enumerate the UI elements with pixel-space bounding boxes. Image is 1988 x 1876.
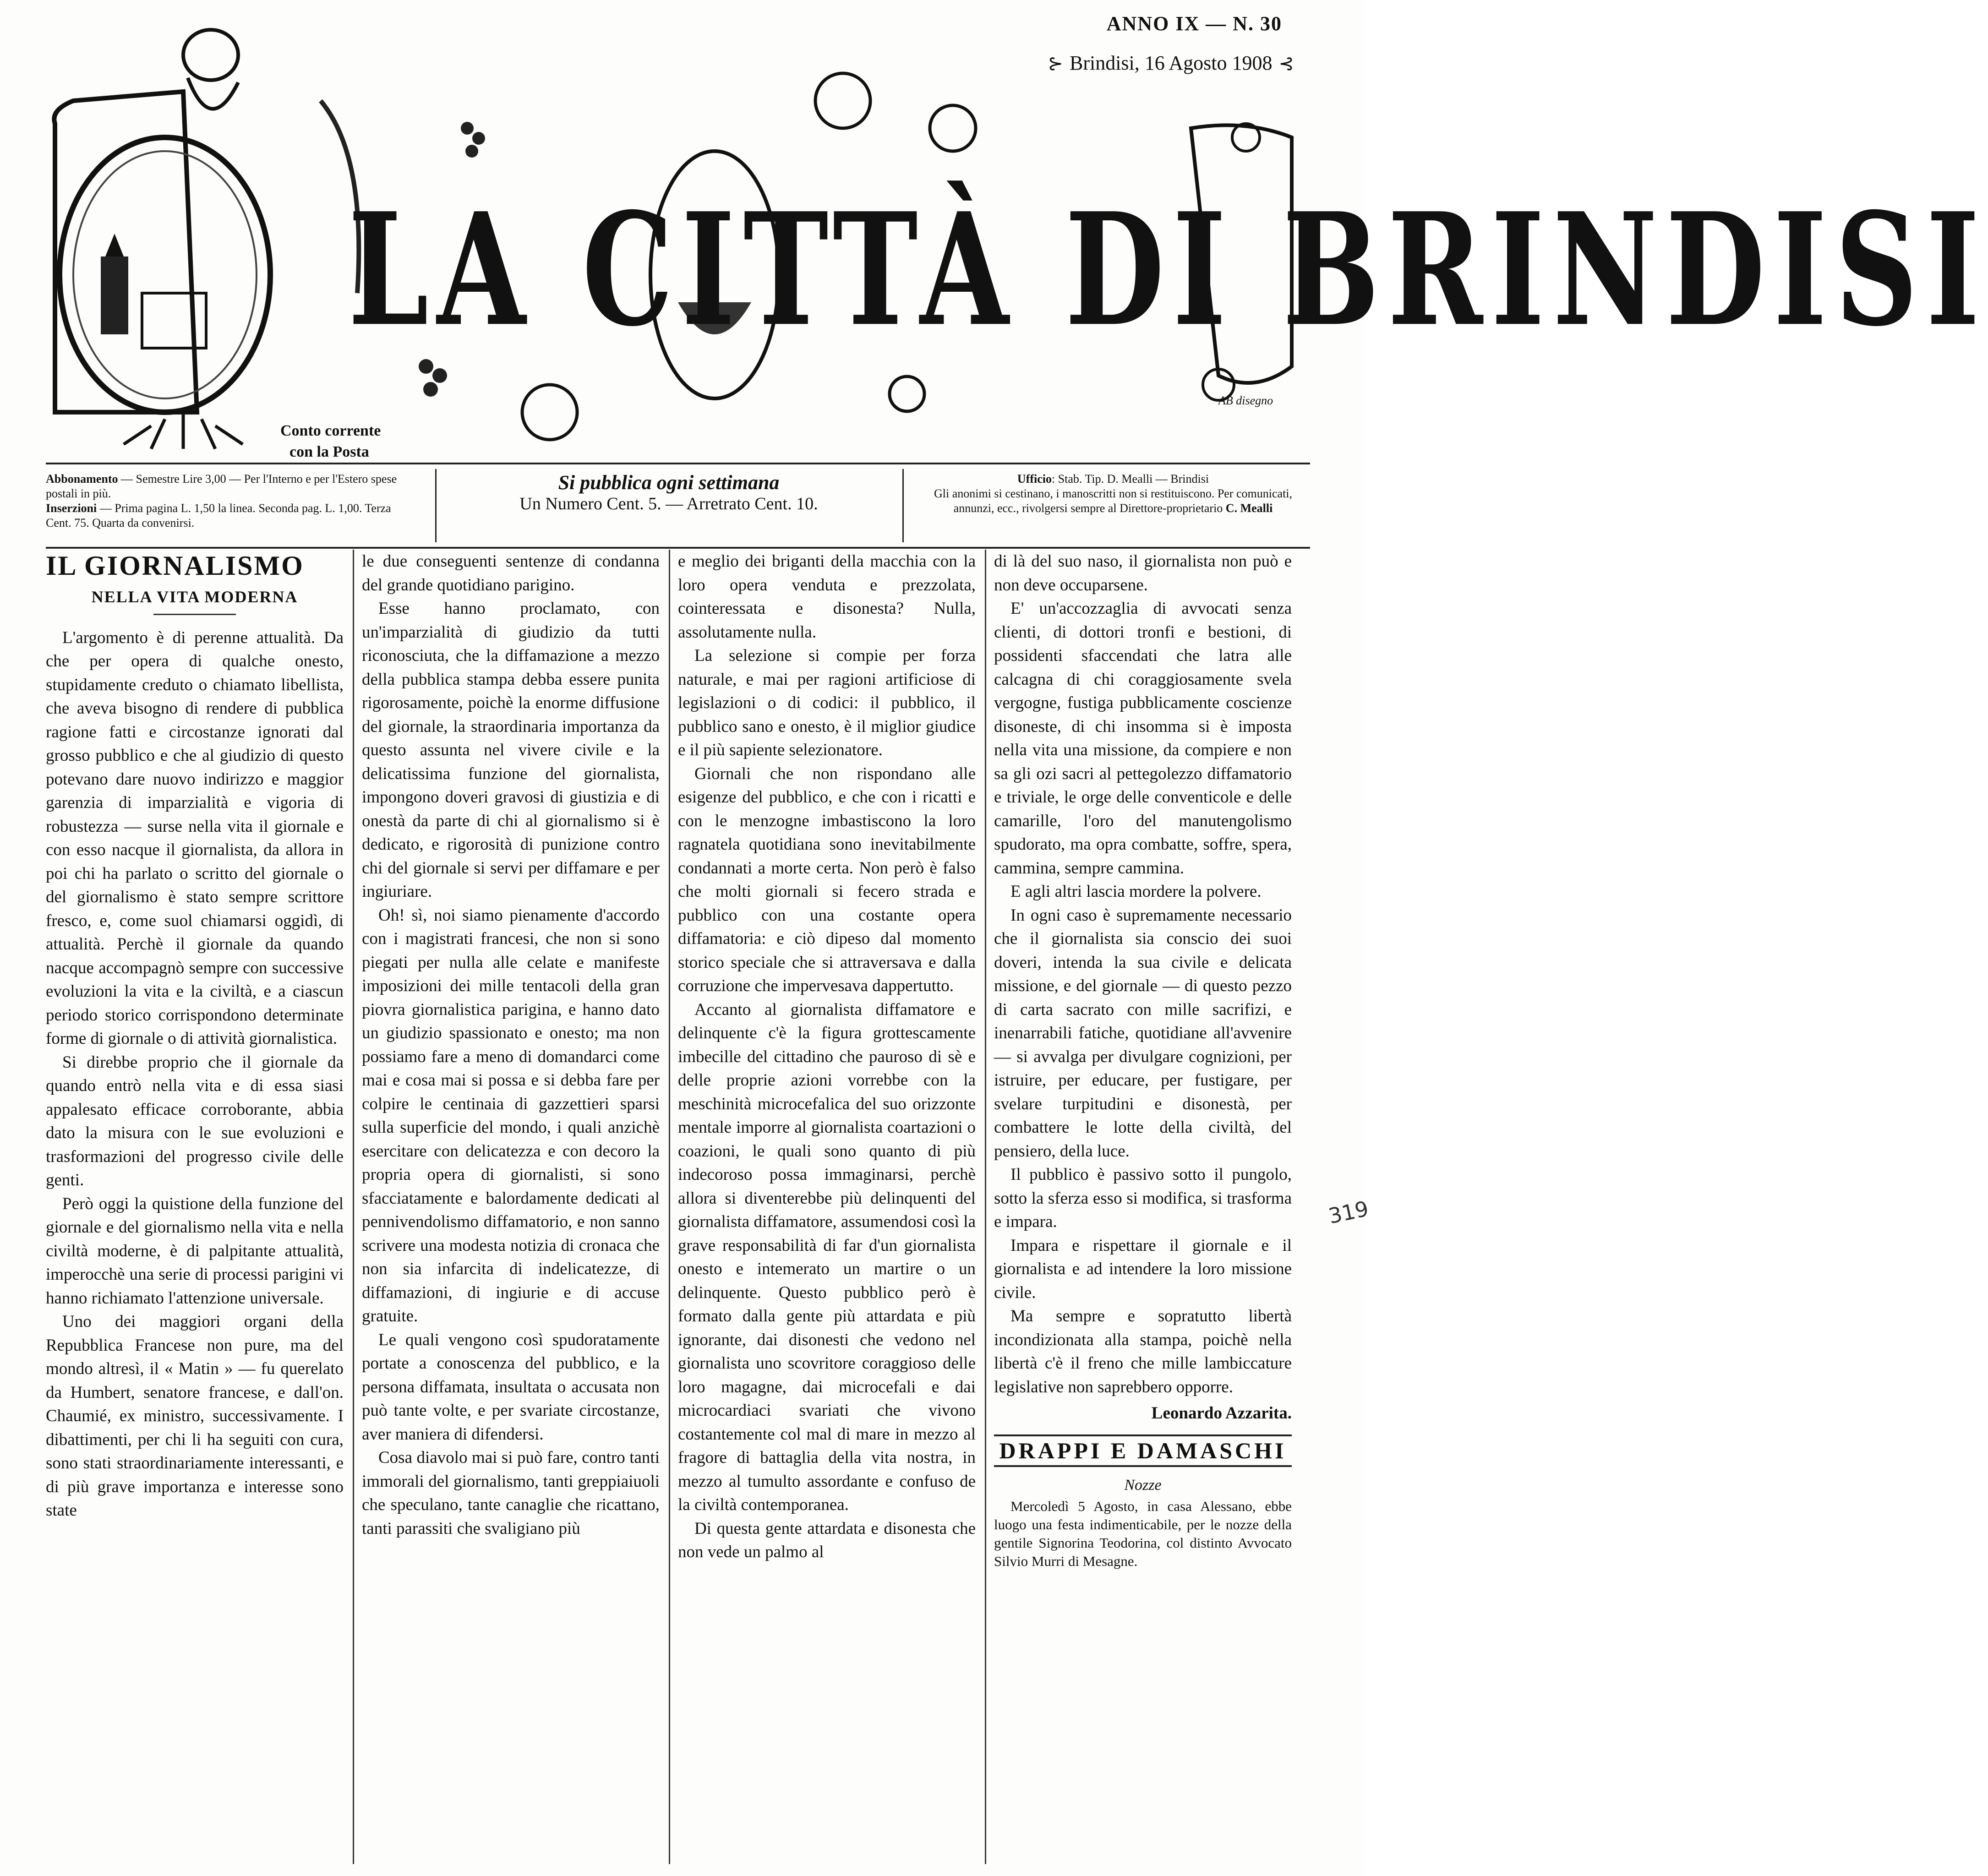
ornament-left-icon: ⊱ <box>1048 53 1063 74</box>
section-subhead: Nozze <box>1124 1477 1162 1494</box>
paragraph: Cosa diavolo mai si può fare, contro tanti immorali del giornalismo, tanti greppiaiuoli che speculano, tante canaglie che ricattano, tanti parassiti che svaligiano più <box>362 1448 660 1538</box>
paragraph: di là del suo naso, il giornalista non può e non deve occuparsene. <box>994 552 1292 594</box>
publication-frequency: Si pubblica ogni settimana <box>558 471 780 494</box>
subscription-info <box>46 472 412 530</box>
office-note: Gli anonimi si cestinano, i manoscritti non si restituiscono. Per comunicati, annunzi, ecc., rivolgersi sempre al Direttore-proprietario <box>934 487 1293 515</box>
office-row <box>916 472 1310 486</box>
paragraph: Oh! sì, noi siamo pienamente d'accordo con i magistrati francesi, che non si sono piegati per nulla alle celate e manifeste imposizioni dei mille tentacoli della gran piovra giornalistica parigina, e hanno dato un giudizio spassionato e onesto; ma non possiamo fare a meno di domandarci come mai e cosa mai si possa e si debba fare per colpire le centinaia di gazzettieri sparsi sulla superficie del mondo, i quali anzichè esercitare con delicatezza e con decoro la propria opera di giornalisti, si sono sfacciatamente e balordamente dedicati al pennivendolismo diffamatorio, e non sanno scrivere una modesta notizia di cronaca che non sia infarcita di indelicatezze, di diffamazioni, di ingiurie e di accuse gratuite. <box>362 905 660 1325</box>
postal-note-line1: Conto corrente <box>280 422 381 439</box>
issue-date: Brindisi, 16 Agosto 1908 <box>1069 52 1273 74</box>
paragraph: Si direbbe proprio che il giornale da quando entrò nella vita e di essa siasi appalesato efficace corroborante, abbia dato la misura con le sue evoluzioni e trasformazioni del progresso civile delle genti. <box>46 1053 344 1189</box>
artist-signature: AB disegno <box>1218 394 1273 407</box>
paragraph: e meglio dei briganti della macchia con la loro opera venduta e prezzolata, cointeressata e disonesta? Nulla, assolutamente nulla. <box>678 552 976 642</box>
subscription-text: — Semestre Lire 3,00 — Per l'Interno e per l'Estero spese postali in più. <box>46 472 397 500</box>
article-column-2 <box>362 550 660 1540</box>
office-label: Ufficio <box>1017 472 1052 485</box>
dateline <box>1041 51 1300 75</box>
column-rule <box>353 550 354 1864</box>
ads-text: — Prima pagina L. 1,50 la linea. Seconda pag. L. 1,00. Terza Cent. 75. Quarta da convenirsi. <box>46 502 391 529</box>
article-subtitle: NELLA VITA MODERNA <box>91 588 298 606</box>
paragraph: Di questa gente attardata e disonesta che non vede un palmo al <box>678 1519 976 1561</box>
handwritten-page-number: 319 <box>1326 1196 1371 1229</box>
issue-number: ANNO IX — N. 30 <box>1106 12 1282 35</box>
column-rule <box>669 550 670 1864</box>
paragraph: In ogni caso è supremamente necessario che il giornalista sia conscio dei suoi doveri, intenda la sua civile e delicata missione, e del giornale — di questo pezzo di carta sacrato con mille sacrifizi, e inenarrabili fatiche, quotidiane all'avvenire — si avvalga per divulgare cognizioni, per istruire, per educare, per fustigare, per svelare turpitudini e disonestà, per combattere le lotte della civiltà, del pensiero, della luce. <box>994 905 1292 1161</box>
paragraph: La selezione si compie per forza naturale, e mai per ragioni artificiose di legislazioni o di codici: il pubblico, il pubblico sano e onesto, è il miglior giudice e il più sapiente selezionatore. <box>678 646 976 759</box>
ornament-right-icon: ⊰ <box>1278 53 1294 74</box>
paragraph: Esse hanno proclamato, con un'imparzialità di giudizio da tutti riconosciuta, che la diffamazione a mezzo della pubblica stampa debba essere punita rigorosamente, poichè la enorme diffusione del giornale, la straordinaria importanza da questo assunta nel vivere civile e la delicatissima funzione del giornalista, impongono doveri gravosi di giustizia e di onestà da parte di chi al giornalismo si è dedicato, e rigorosità di punizione contro chi del giornale si servi per diffamare e per ingiuriare. <box>362 599 660 901</box>
issue-price: Un Numero Cent. 5. — Arretrato Cent. 10. <box>519 494 818 513</box>
office-text: : Stab. Tip. D. Mealli — Brindisi <box>1051 472 1209 485</box>
subscription-label: Abbonamento <box>46 472 118 485</box>
ads-row <box>46 501 412 530</box>
masthead-title: LA CITTÀ DI BRINDISI <box>348 179 1988 360</box>
paragraph: L'argomento è di perenne attualità. Da che per opera di qualche onesto, stupidamente creduto o chiamato libellista, che aveva bisogno di rendere di pubblica ragione fatti e circostanze ignorati dal grosso pubblico e che al giudizio di questo potevano dare nuovo indirizzo e maggior garenzia di imparzialità e vigoria di robustezza — surse nella vita il giornale e con esso nacque il giornalista, da allora in poi chi ha parlato o scritto del giornale o del giornalismo è stato sempre scrittore fresco, e, come suol chiamarsi oggidì, di attualità. Perchè il giornale da quando nacque accompagnò sempre con successive evoluzioni la vita e la civiltà, e a ciascun periodo storico corrispondono determinate forme di giornale o di attività giornalistica. <box>46 628 344 1048</box>
article-title: IL GIORNALISMO <box>46 551 304 581</box>
subscription-row <box>46 472 412 501</box>
paragraph: Le quali vengono così spudoratamente portate a conoscenza del pubblico, e la persona diffamata, insultata o accusata non può tante volte, e per svariate circostanze, aver maniera di difendersi. <box>362 1330 660 1444</box>
paragraph: Impara e rispettare il giornale e il giornalista e ad intendere la loro missione civile. <box>994 1236 1292 1302</box>
info-band <box>46 463 1310 549</box>
paragraph: Accanto al giornalista diffamatore e delinquente c'è la figura grottescamente imbecille del cittadino che pauroso di sè e delle proprie azioni vorrebbe con la meschinità microcefalica del suo orizzonte mentale imporre al giornalista coartazioni o coazioni, le quali sono quanto di più indecoroso possa immaginarsi, perchè allora si diventerebbe più delinquenti del giornalista diffamatore, assumendosi così la grave responsabilità di far d'un giornalista onesto e intemerato un martire o un delinquente. Questo pubblico però è formato dalla gente più attardata e più ignorante, dai disonesti che vedono nel giornalista uno scovritore coraggioso delle loro magagne, dai microcefali e dai microcardiaci svariati che vivono costantemente col mal di mare in mezzo al fragore di battaglia della vita nostra, in mezzo al tumulto assordante e confuso de la civiltà contemporanea. <box>678 1000 976 1514</box>
wedding-notice: Mercoledì 5 Agosto, in casa Alessano, ebbe luogo una festa indimenticabile, per le nozze della gentile Signorina Teodorina, col distinto Avvocato Silvio Murri di Mesagne. <box>994 1498 1292 1569</box>
article-column-1 <box>46 550 344 1522</box>
paragraph: Però oggi la quistione della funzione del giornale e del giornalismo nella vita e nella civiltà moderne, è di palpitante attualità, imperocchè una serie di processi parigini vi hanno richiamato l'attenzione universale. <box>46 1194 344 1308</box>
paragraph: le due conseguenti sentenze di condanna del grande quotidiano parigino. <box>362 552 660 594</box>
title-rule <box>153 614 236 615</box>
paragraph: Ma sempre e sopratutto libertà incondizionata alla stampa, poichè nella libertà c'è il freno che mille lambiccature legislative non saprebbero opporre. <box>994 1307 1292 1396</box>
ads-label: Inserzioni <box>46 502 97 515</box>
paragraph: Uno dei maggiori organi della Repubblica Francese non pure, ma del mondo altresì, il « Matin » — fu querelato da Humbert, senatore francese, e dall'on. Chaumié, ex ministro, successivamente. I dibattimenti, per chi li ha seguiti con cura, sono stati straordinariamente interessanti, e di più grave importanza e interesse sono state <box>46 1312 344 1520</box>
paragraph: E agli altri lascia mordere la polvere. <box>1010 882 1262 901</box>
article-signature: Leonardo Azzarita. <box>1151 1404 1292 1423</box>
band-divider <box>902 469 904 542</box>
article-column-4 <box>994 550 1292 1571</box>
paragraph: E' un'accozzaglia di avvocati senza clienti, di dottori tronfi e bestioni, di possidenti sfaccendati che latra alle calcagna di chi coraggiosamente svela vergogne, fustiga pubblicamente coscienze disoneste, di chi insomma si è imposta nella vita una missione, da compiere e non sa gli ozi sacri al pettegolezzo diffamatorio e triviale, le orge delle conventicole e delle camarille, l'oro del manutengolismo spudorato, ma opra combatte, soffre, spera, cammina, sempre cammina. <box>994 599 1292 878</box>
paragraph: Il pubblico è passivo sotto il pungolo, sotto la sferza esso si modifica, si trasforma e impara. <box>994 1165 1292 1231</box>
section-title: DRAPPI E DAMASCHI <box>994 1434 1292 1467</box>
postal-note-line2: con la Posta <box>289 443 369 460</box>
paragraph: Giornali che non rispondano alle esigenze del pubblico, e che con i ricatti e con le menzogne imbastiscono la loro ragnatela quotidiana sono inevitabilmente condannati a morte certa. Non però è falso che molti giornali si fecero strada e pubblico con una costante opera diffamatoria: e ciò dipeso dal momento storico speciale che si attraversava e dalla corruzione che impervesava dappertutto. <box>678 764 976 995</box>
band-divider <box>435 469 437 542</box>
article-column-3 <box>678 550 976 1564</box>
office-note-row <box>916 486 1310 516</box>
office-info <box>916 472 1310 516</box>
publication-info <box>449 471 889 513</box>
director-name: C. Mealli <box>1225 502 1273 515</box>
postal-account-note <box>280 420 381 463</box>
column-rule <box>985 550 986 1864</box>
